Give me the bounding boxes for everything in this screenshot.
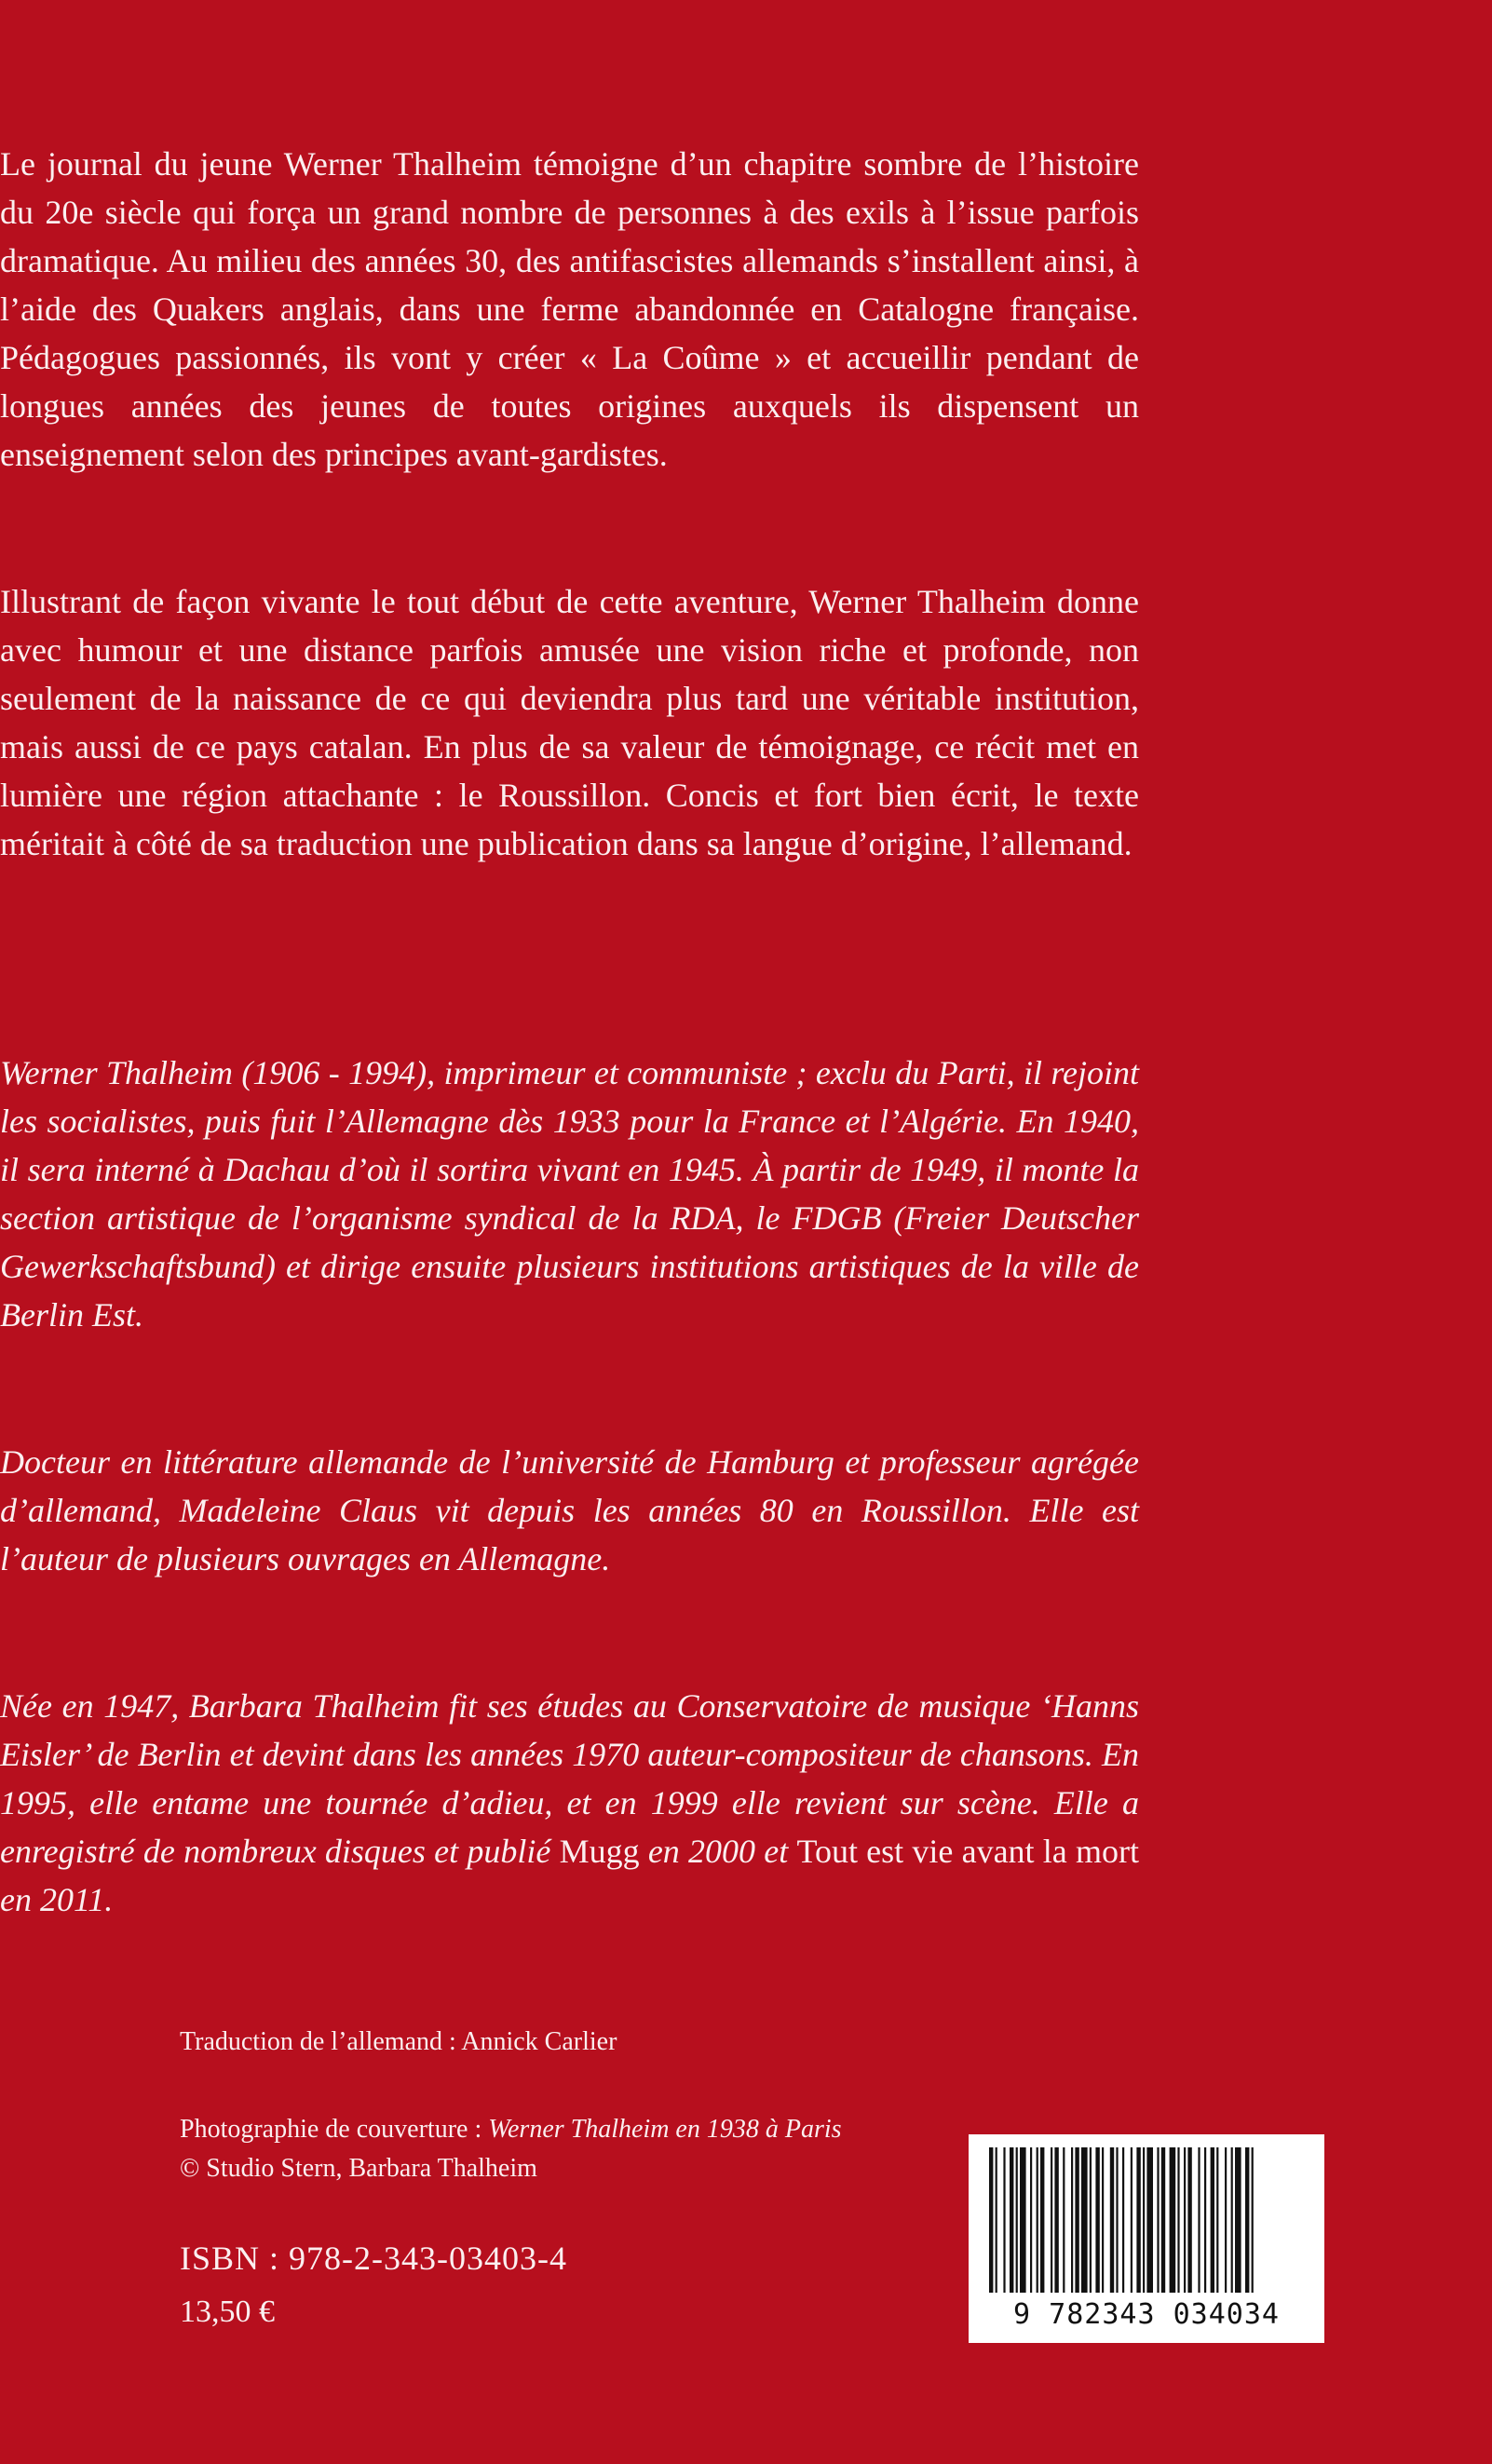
barcode-bar xyxy=(1075,2147,1078,2293)
price: 13,50 € xyxy=(180,2295,275,2329)
barcode-digits: 9 782343 034034 xyxy=(1013,2298,1280,2331)
barcode-bar xyxy=(1081,2147,1088,2293)
barcode-bar xyxy=(1110,2147,1114,2293)
barcode-bar xyxy=(1198,2147,1200,2293)
barcode-bar xyxy=(1177,2147,1179,2293)
barcode-bar xyxy=(996,2147,997,2293)
barcode xyxy=(969,2134,1324,2343)
barcode-bar xyxy=(1095,2147,1099,2293)
barcode-bar xyxy=(1136,2147,1140,2293)
translation-credit-text: Traduction de l’allemand : Annick Carlier xyxy=(180,2027,617,2056)
editor-bio-text-3: en 2011. xyxy=(0,1881,114,1918)
barcode-bar xyxy=(1204,2147,1206,2293)
editor-bio-paragraph xyxy=(0,1682,1139,1924)
photo-credit xyxy=(180,2110,850,2188)
photo-credit-label: Photographie de couverture : xyxy=(180,2115,489,2144)
summary-paragraph-1: Le journal du jeune Werner Thalheim témoigne d’un chapitre sombre de l’histoire du 20e siècle qui força un grand nombre de personnes à des exils à l’issue parfois dramatique. Au milieu des années 30, des antifascistes allemands s’installent ainsi, à l’aide des Quakers anglais, dans une ferme abandonnée en Catalogne française. Pédagogues passionnés, ils vont y créer « La Coûme » et accueillir pendant de longues années des jeunes de toutes origines auxquels ils dispensent un enseignement selon des principes avant-gardistes. xyxy=(0,145,1139,473)
photo-credit-caption: Werner Thalheim en 1938 à Paris xyxy=(488,2115,842,2144)
barcode-bar xyxy=(1040,2147,1044,2293)
barcode-bar xyxy=(1245,2147,1249,2293)
barcode-bar xyxy=(1122,2147,1124,2293)
book-title-tout-est-vie: Tout est vie avant la mort xyxy=(796,1833,1139,1870)
barcode-bar xyxy=(1161,2147,1165,2293)
barcode-bar xyxy=(1231,2147,1233,2293)
barcode-bar xyxy=(1143,2147,1145,2293)
barcode-bar xyxy=(1010,2147,1013,2293)
summary-paragraph-2: Illustrant de façon vivante le tout début de cette aventure, Werner Thalheim donne avec humour et une distance parfois amusée une vision riche et profonde, non seulement de la naissance de ce qui deviendra plus tard une véritable institution, mais aussi de ce pays catalan. En plus de sa valeur de témoignage, ce récit met en lumière une région attachante : le Roussillon. Concis et fort bien écrit, le texte méritait à côté de sa traduction une publication dans sa langue d’origine, l’allemand. xyxy=(0,583,1139,862)
barcode-bar xyxy=(1252,2147,1254,2293)
barcode-bar xyxy=(1090,2147,1092,2293)
book-title-mugg: Mugg xyxy=(559,1833,640,1870)
editor-bio-text-2: en 2000 et xyxy=(639,1833,797,1870)
barcode-bar xyxy=(1071,2147,1073,2293)
barcode-bar xyxy=(1187,2147,1191,2293)
barcode-bar xyxy=(1030,2147,1032,2293)
barcode-bar xyxy=(1170,2147,1176,2293)
barcode-bar xyxy=(1051,2147,1052,2293)
barcode-bar xyxy=(1157,2147,1159,2293)
isbn-number: ISBN : 978-2-343-03403-4 xyxy=(180,2240,567,2277)
barcode-bar xyxy=(1146,2147,1153,2293)
barcode-bar xyxy=(1016,2147,1018,2293)
barcode-bar xyxy=(1225,2147,1227,2293)
barcode-bar xyxy=(1063,2147,1065,2293)
translator-bio-paragraph: Docteur en littérature allemande de l’université de Hamburg et professeur agrégée d’allemand, Madeleine Claus vit depuis les années 80 en Roussillon. Elle est l’auteur de plusieurs ouvrages en Allemagne. xyxy=(0,1443,1139,1577)
translation-credit xyxy=(180,2023,617,2062)
barcode-bar xyxy=(1037,2147,1038,2293)
barcode-bar xyxy=(1102,2147,1104,2293)
barcode-bar xyxy=(1216,2147,1218,2293)
barcode-bar xyxy=(1184,2147,1186,2293)
author-bio-paragraph: Werner Thalheim (1906 - 1994), imprimeur et communiste ; exclu du Parti, il rejoint les socialistes, puis fuit l’Allemagne dès 1933 pour la France et l’Algérie. En 1940, il sera interné à Dachau d’où il sortira vivant en 1945. À partir de 1949, il monte la section artistique de l’organisme syndical de la RDA, le FDGB (Freier Deutscher Gewerkschaftsbund) et dirige ensuite plusieurs institutions artistiques de la ville de Berlin Est. xyxy=(0,1054,1139,1334)
barcode-bar xyxy=(1003,2147,1005,2293)
barcode-bar xyxy=(1020,2147,1026,2293)
barcode-bar xyxy=(1235,2147,1241,2293)
barcode-bar xyxy=(1116,2147,1118,2293)
barcode-bar xyxy=(1054,2147,1058,2293)
barcode-bar xyxy=(989,2147,993,2293)
editor-bio-text-1: Née en 1947, Barbara Thalheim fit ses études au Conservatoire de musique ‘Hanns Eisler’ de Berlin et devint dans les années 1970 auteur-compositeur de chansons. En 1995, elle entame une tournée d’adieu, et en 1999 elle revient sur scène. Elle a enregistré de nombreux disques et publié xyxy=(0,1687,1139,1870)
barcode-bar xyxy=(1211,2147,1214,2293)
barcode-bar xyxy=(1131,2147,1133,2293)
photo-credit-rights: © Studio Stern, Barbara Thalheim xyxy=(180,2154,537,2183)
